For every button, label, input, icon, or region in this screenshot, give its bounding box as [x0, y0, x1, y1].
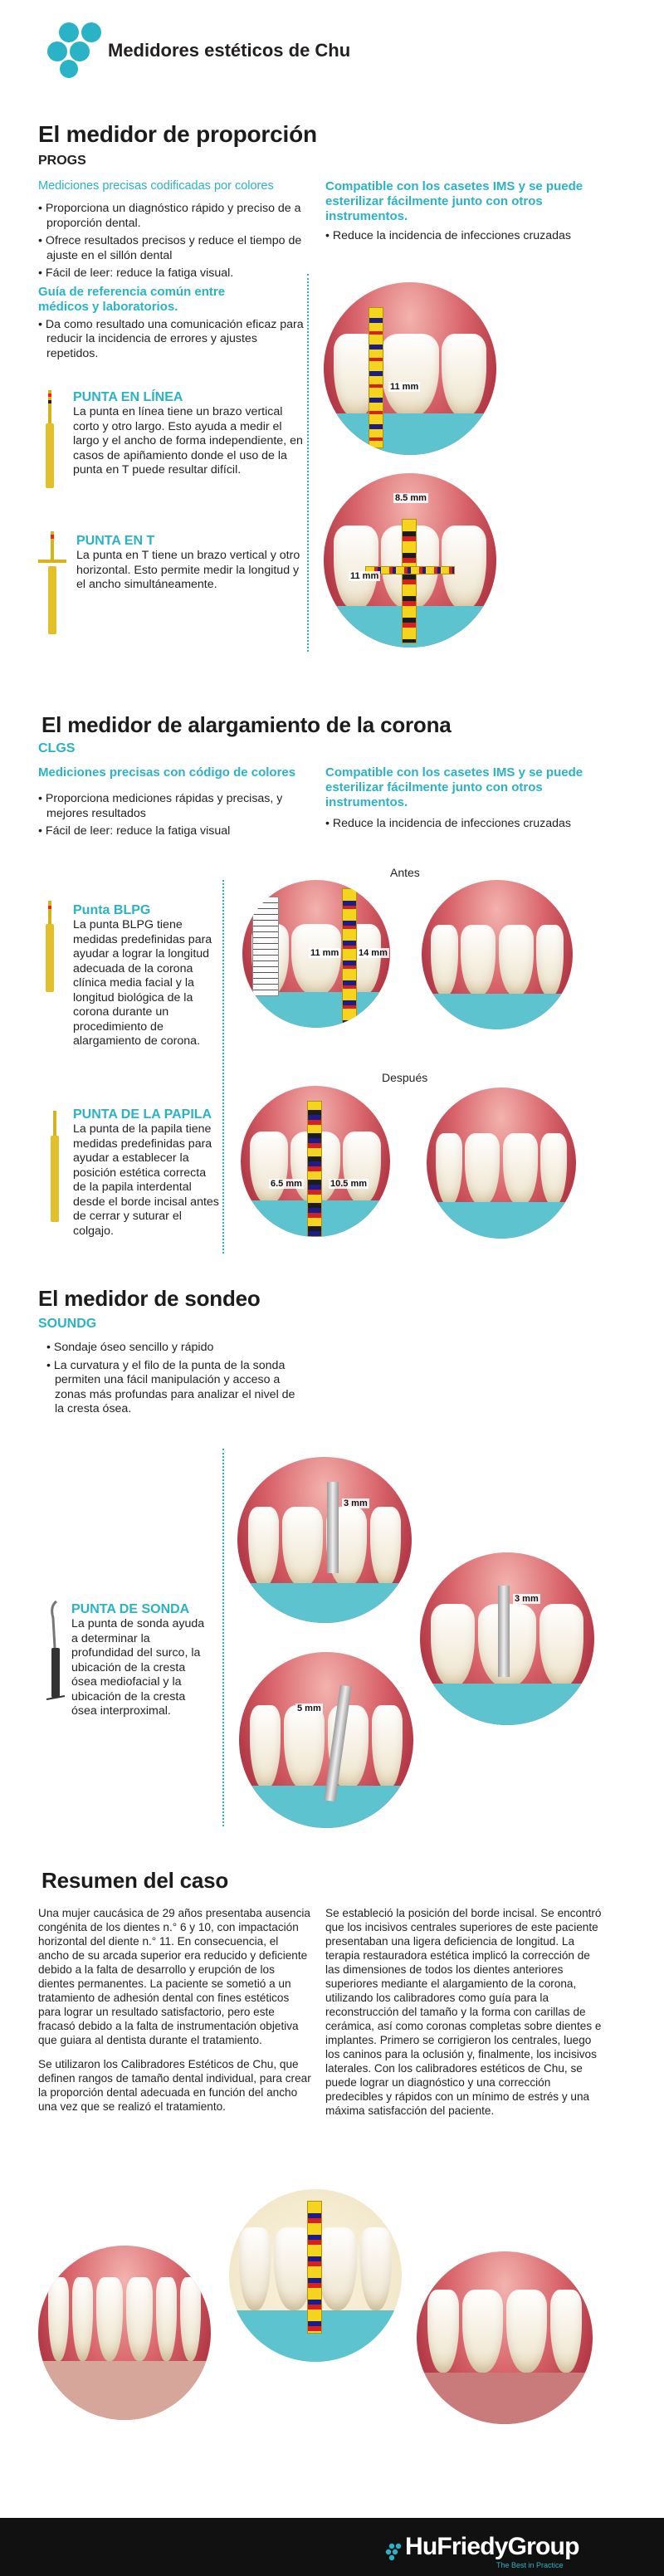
- measure-label: 6.5 mm: [271, 1179, 302, 1189]
- progs-guide-title: Guía de referencia común entre médicos y laboratorios.: [38, 284, 226, 314]
- probe-icon: [307, 2201, 322, 2334]
- clgs-left-col: [38, 765, 304, 843]
- progs-right-sub: Compatible con los casetes IMS y se puede esterilizar fácilmente junto con otros instrumentos.: [325, 179, 583, 223]
- progs-tip1: [73, 390, 307, 478]
- progs-tip1-label: PUNTA EN LÍNEA: [73, 390, 183, 404]
- clgs-tip2: [73, 1107, 219, 1239]
- clgs-left-sub: Mediciones precisas con código de colores: [38, 765, 296, 780]
- measure-label: 11 mm: [310, 948, 339, 958]
- clgs-tip1: [73, 903, 216, 1049]
- bullet: • Sondaje óseo sencillo y rápido: [46, 1341, 304, 1356]
- header-logo: [46, 22, 106, 78]
- clgs-tip1-text: La punta BLPG tiene medidas predefinidas para ayudar a lograr la longitud adecuada de la corona clínica media facial y la longitud biológica de la corona durante un procedimiento de alargamiento de corona.: [73, 918, 212, 1048]
- clgs-after-label: Después: [382, 1071, 428, 1084]
- progs-left-col: [38, 179, 304, 364]
- dots-logo-icon: [46, 22, 106, 78]
- progs-code: PROGS: [38, 154, 86, 168]
- page-title: Medidores estéticos de Chu: [108, 40, 351, 61]
- progs-right-col: [325, 179, 599, 247]
- bullet: • Fácil de leer: reduce la fatiga visual.: [38, 266, 304, 281]
- case-photo-1: [38, 2246, 211, 2420]
- progs-tip2: [76, 534, 302, 593]
- measure-label: 8.5 mm: [395, 493, 427, 503]
- soundg-tip: [71, 1602, 212, 1719]
- case-title: Resumen del caso: [42, 1868, 229, 1893]
- progs-tip2-text: La punta en T tiene un brazo vertical y otro horizontal. Esto permite medir la longitud y el ancho simultáneamente.: [76, 549, 300, 591]
- case-photo-3: [417, 2251, 593, 2424]
- case-col-2: [325, 1906, 603, 2119]
- clgs-photo-after-2: [427, 1088, 576, 1239]
- measure-label: 10.5 mm: [330, 1179, 368, 1189]
- clgs-tip2-text: La punta de la papila tiene medidas predefinidas para ayudar a establecer la posición estética correcta de la papila interdental desde el borde incisal antes de cerrar y suturar el colgajo.: [73, 1122, 219, 1238]
- soundg-photo-1: [237, 1457, 412, 1623]
- progs-title: El medidor de proporción: [38, 121, 317, 147]
- clgs-before-label: Antes: [390, 866, 420, 879]
- progs-left-bullets: [38, 202, 304, 281]
- measure-label: 3 mm: [344, 1498, 368, 1508]
- soundg-photo-3: [239, 1652, 413, 1828]
- progs-photo-2: [324, 473, 496, 648]
- progs-left-sub: Mediciones precisas codificadas por colores: [38, 179, 274, 193]
- soundg-tip-label: PUNTA DE SONDA: [71, 1602, 190, 1616]
- progs-divider: [307, 274, 309, 652]
- measure-label: 5 mm: [297, 1703, 321, 1713]
- blpg-tip-instrument: [43, 901, 56, 992]
- brand-tagline: The Best in Practice: [496, 2561, 564, 2569]
- bullet: • La curvatura y el filo de la punta de la sonda permiten una fácil manipulación y acceso a zonas más profundas para analizar el nivel de la cresta ósea.: [46, 1359, 304, 1417]
- soundg-divider: [222, 1449, 224, 1826]
- clgs-photo-before-2: [422, 880, 573, 1029]
- progs-photo-1: [324, 282, 496, 455]
- measure-label: 3 mm: [515, 1594, 539, 1604]
- bullet: • Fácil de leer: reduce la fatiga visual: [38, 824, 304, 839]
- probe-icon: [402, 519, 417, 643]
- soundg-tip-text: La punta de sonda ayuda a determinar la profundidad del surco, la ubicación de la cresta ósea mediofacial y la ubicación de la cresta ósea interproximal.: [71, 1617, 205, 1718]
- soundg-code: SOUNDG: [38, 1317, 97, 1331]
- bullet: • Reduce la incidencia de infecciones cruzadas: [325, 817, 599, 832]
- probe-icon: [369, 307, 383, 448]
- clgs-right-sub: Compatible con los casetes IMS y se puede esterilizar fácilmente junto con otros instrumentos.: [325, 765, 583, 809]
- case-photo-2: [229, 2189, 402, 2362]
- papilla-tip-instrument: [48, 1111, 61, 1222]
- bullet: • Da como resultado una comunicación eficaz para reducir la incidencia de errores y ajustes repetidos.: [38, 318, 304, 362]
- soundg-photo-2: [420, 1552, 594, 1725]
- bullet: • Ofrece resultados precisos y reduce el tiempo de ajuste en el sillón dental: [38, 234, 304, 263]
- soundg-title: El medidor de sondeo: [38, 1286, 261, 1311]
- case-paragraph: Se utilizaron los Calibradores Estéticos de Chu, que definen rangos de tamaño dental individual, para crear la proporción dental adecuada en función del ancho una vez que se realizó el tratamiento.: [38, 2058, 311, 2113]
- inline-tip-instrument: [43, 390, 56, 488]
- bullet: • Proporciona mediciones rápidas y precisas, y mejores resultados: [38, 792, 304, 821]
- bullet: • Proporciona un diagnóstico rápido y preciso de a proporción dental.: [38, 202, 304, 231]
- clgs-tip1-label: Punta BLPG: [73, 903, 151, 917]
- measure-label: 14 mm: [359, 948, 388, 958]
- clgs-title: El medidor de alargamiento de la corona: [42, 712, 452, 737]
- clgs-divider: [222, 880, 224, 1254]
- clgs-code: CLGS: [38, 741, 76, 755]
- soundg-bullets: [46, 1341, 304, 1420]
- probe-icon: [342, 888, 357, 1028]
- case-paragraph: Se estableció la posición del borde incisal. Se encontró que los incisivos centrales superiores de este paciente presentaban una ligera deficiencia de longitud. La terapia restauradora estética implicó la corrección de las dimensiones de todos los dientes anteriores superiores mediante el alargamiento de la corona, utilizando los calibradores como guía para la reconstrucción del tamaño y la forma con carillas de cerámica, así como coronas completas sobre dientes e implantes. Primero se corrigieron los centrales, luego los caninos para la oclusión y, finalmente, los incisivos laterales. Con los calibradores estéticos de Chu, se puede lograr un diagnóstico y una corrección predecibles y rápidos con un mínimo de estrés y una máxima satisfacción del paciente.: [325, 1907, 602, 2117]
- clgs-tip2-label: PUNTA DE LA PAPILA: [73, 1107, 212, 1122]
- brand-name: HuFriedyGroup: [405, 2533, 579, 2560]
- clgs-photo-after-1: [241, 1086, 390, 1237]
- case-col-1: [38, 1906, 312, 2115]
- bullet: • Reduce la incidencia de infecciones cruzadas: [325, 229, 599, 244]
- progs-tip2-label: PUNTA EN T: [76, 534, 155, 548]
- footer: [0, 2518, 664, 2576]
- sonda-tip-instrument: [45, 1598, 66, 1704]
- measure-label: 11 mm: [350, 571, 379, 581]
- t-tip-instrument: [38, 531, 66, 634]
- probe-hook-icon: [45, 1598, 66, 1704]
- clgs-photo-before-1: [242, 880, 390, 1028]
- measure-label: 11 mm: [390, 382, 419, 392]
- case-paragraph: Una mujer caucásica de 29 años presentaba ausencia congénita de los dientes n.° 6 y 10, con impactación horizontal del diente n.° 11. En consecuencia, el ancho de su arcada superior era reducido y deficiente debido a la falta de desarrollo y erupción de los dientes permanentes. La paciente se sometió a un tratamiento de adhesión dental con fines estéticos para lograr un resultado satisfactorio, pero este fracasó debido a la falta de instrumentación objetiva que guiara al dentista durante el tratamiento.: [38, 1907, 310, 2046]
- probe-icon: [307, 1101, 322, 1237]
- progs-tip1-text: La punta en línea tiene un brazo vertical corto y otro largo. Esto ayuda a medir el largo y el ancho de forma independiente, en casos de apiñamiento donde el uso de la punta en T puede resultar difícil.: [73, 405, 303, 477]
- clgs-right-col: [325, 765, 599, 835]
- brand-dots-icon: [385, 2543, 403, 2561]
